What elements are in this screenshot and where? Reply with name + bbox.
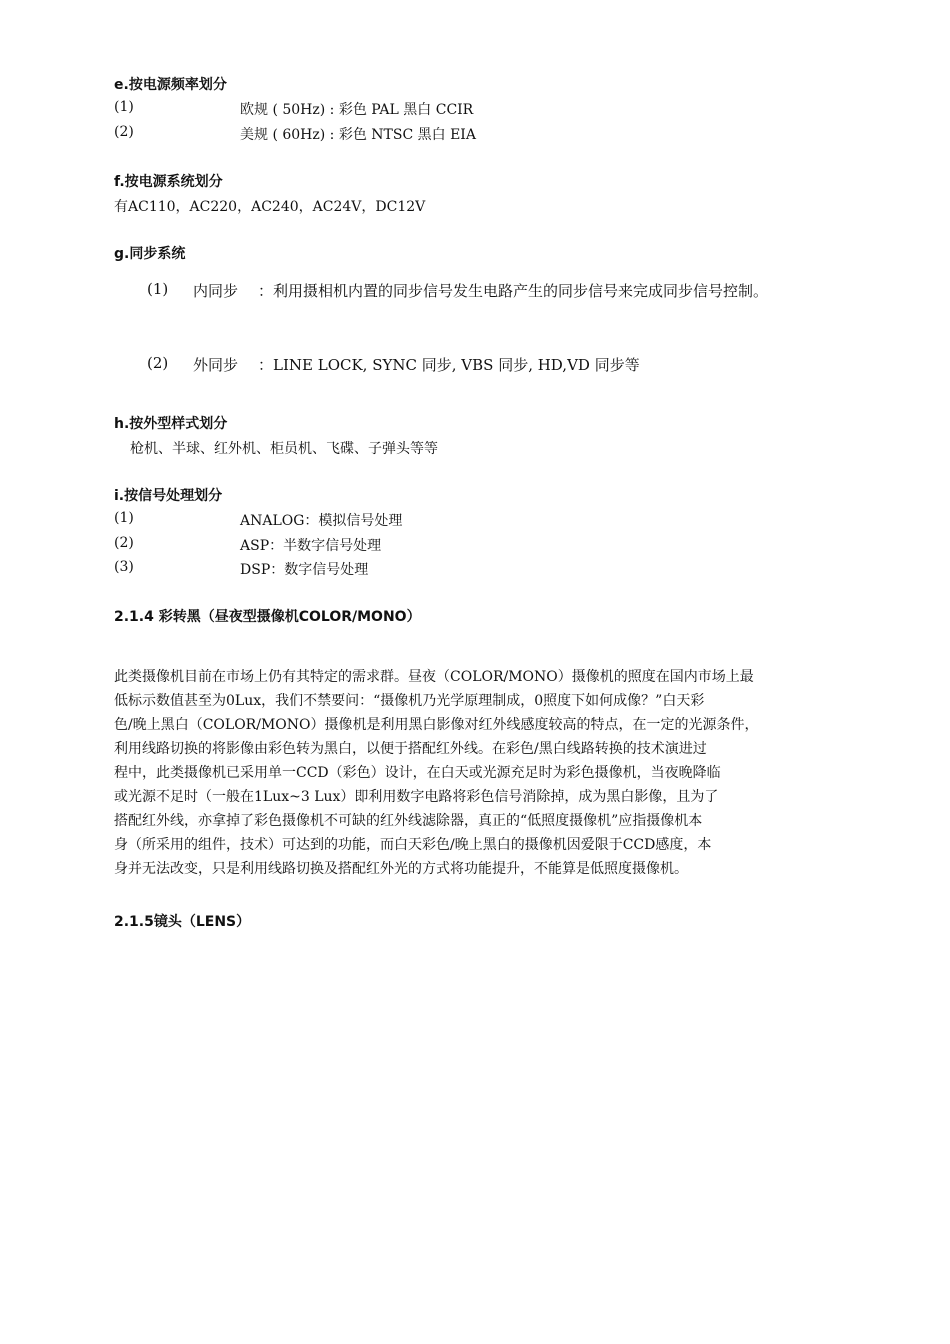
section-g-row-2-num: (2) — [147, 354, 169, 372]
section-g-row-2-text: ：LINE LOCK, SYNC 同步, VBS 同步, HD,VD 同步等 — [258, 356, 640, 374]
section-i-row-1-text: ANALOG：模拟信号处理 — [240, 513, 403, 529]
paragraph-line: 此类摄像机目前在市场上仍有其特定的需求群。昼夜（COLOR/MONO）摄像机的照度在国内市场上最 — [114, 669, 754, 685]
section-g-row-1-text: ：利用摄相机内置的同步信号发生电路产生的同步信号来完成同步信号控制。 — [258, 282, 769, 300]
paragraph-line: 或光源不足时（一般在1Lux~3 Lux）即利用数字电路将彩色信号消除掉，成为黑白影像，且为了 — [114, 789, 719, 805]
section-i-row-3-text: DSP：数字信号处理 — [240, 562, 369, 578]
section-i-row-2-num: (2) — [114, 535, 134, 551]
section-e-row-2-text: 美规 ( 60Hz) : 彩色 NTSC 黑白 EIA — [240, 127, 476, 143]
section-g-heading: g.同步系统 — [114, 246, 186, 262]
section-e-row-2-num: (2) — [114, 124, 134, 140]
section-f-heading: f.按电源系统划分 — [114, 174, 223, 190]
paragraph-line: 身（所采用的组件，技术）可达到的功能，而白天彩色/晚上黑白的摄像机因爱限于CCD感度，本 — [114, 837, 712, 853]
section-g-row-2-label: 外同步 — [193, 356, 239, 374]
section-g-row-1-label: 内同步 — [193, 282, 239, 300]
paragraph-line: 搭配红外线，亦拿掉了彩色摄像机不可缺的红外线滤除器，真正的“低照度摄像机”应指摄像机本 — [114, 813, 703, 829]
section-i-row-2-text: ASP：半数字信号处理 — [240, 538, 382, 554]
paragraph-line: 程中，此类摄像机已采用单一CCD（彩色）设计，在白天或光源充足时为彩色摄像机，当夜晚降临 — [114, 765, 721, 781]
section-e-row-1-num: (1) — [114, 99, 134, 115]
paragraph-line: 身并无法改变，只是利用线路切换及搭配红外光的方式将功能提升，不能算是低照度摄像机。 — [114, 861, 688, 877]
section-i-heading: i.按信号处理划分 — [114, 488, 223, 504]
section-h-text: 枪机、半球、红外机、柜员机、飞碟、子弹头等等 — [130, 441, 438, 457]
section-i-row-1-num: (1) — [114, 510, 134, 526]
section-e-heading: e.按电源频率划分 — [114, 77, 227, 93]
section-h-heading: h.按外型样式划分 — [114, 416, 228, 432]
section-i-row-3-num: (3) — [114, 559, 134, 575]
section-f-text: 有AC110，AC220，AC240，AC24V，DC12V — [114, 199, 426, 215]
section-e-row-1-text: 欧规 ( 50Hz) : 彩色 PAL 黑白 CCIR — [240, 102, 474, 118]
paragraph-line: 利用线路切换的将影像由彩色转为黑白，以便于搭配红外线。在彩色/黑白线路转换的技术演进过 — [114, 741, 707, 757]
section-2-1-4-heading: 2.1.4 彩转黑（昼夜型摄像机COLOR/MONO） — [114, 609, 421, 625]
paragraph-line: 色/晚上黑白（COLOR/MONO）摄像机是利用黑白影像对红外线感度较高的特点，在一定的光源条件， — [114, 717, 759, 733]
section-2-1-5-heading: 2.1.5镜头（LENS） — [114, 914, 251, 930]
section-2-1-4-paragraph — [114, 665, 758, 881]
section-g-row-1-num: (1) — [147, 280, 169, 298]
paragraph-line: 低标示数值甚至为0Lux，我们不禁要问：“摄像机乃光学原理制成，0照度下如何成像？”白天彩 — [114, 693, 705, 709]
